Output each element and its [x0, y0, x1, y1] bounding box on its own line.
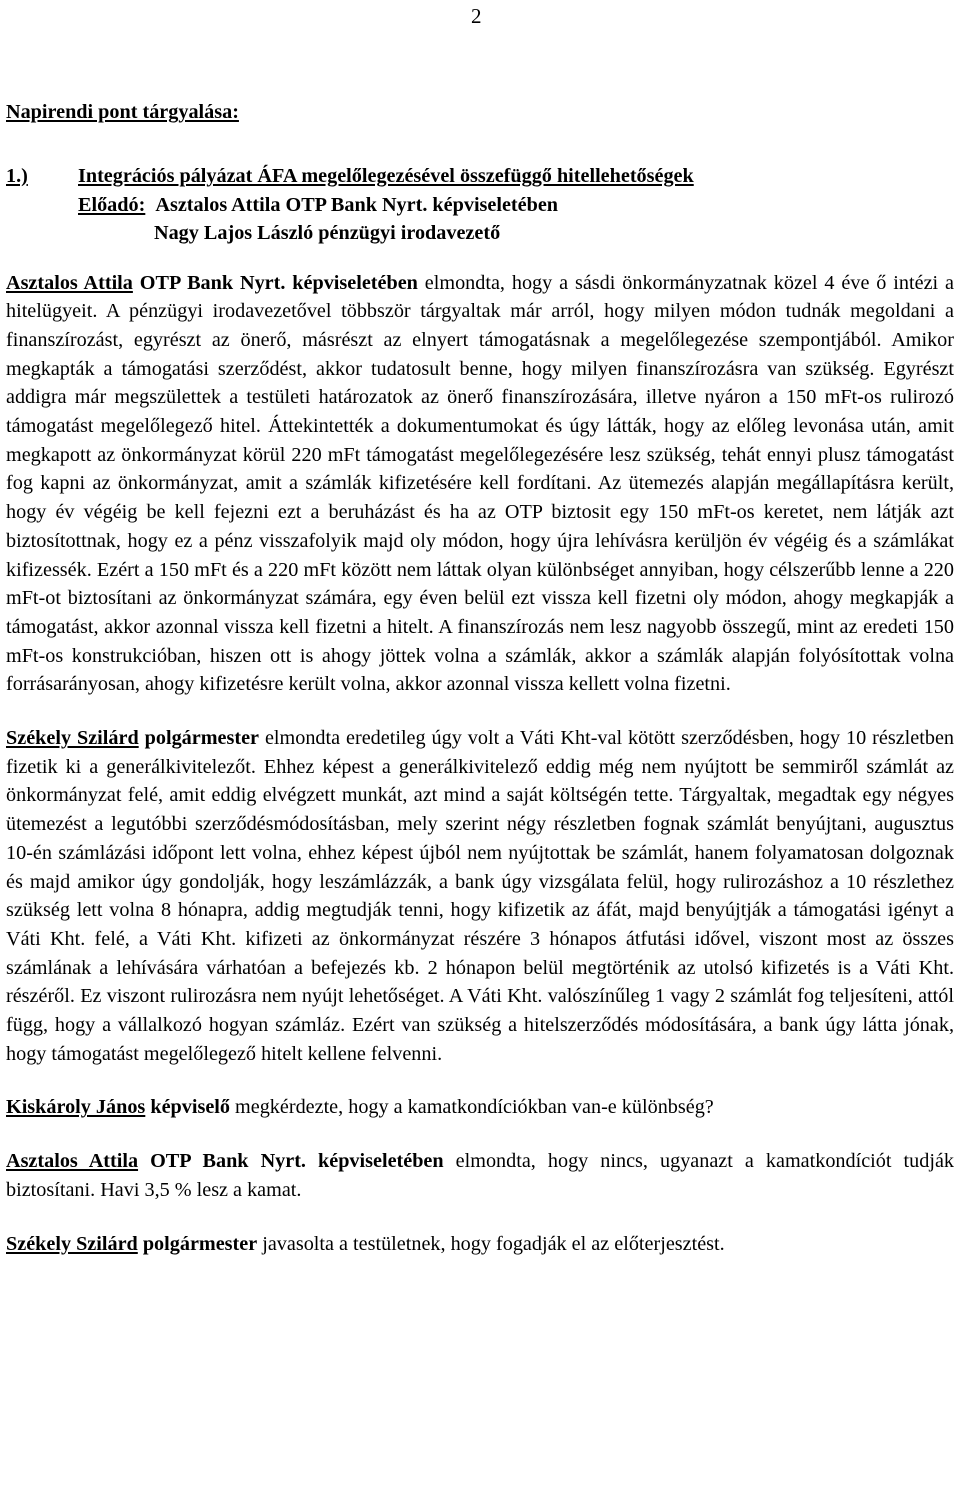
presenter-2: Nagy Lajos László pénzügyi irodavezető [154, 222, 501, 244]
speaker-name: Székely Szilárd [6, 727, 139, 750]
paragraph-text: elmondta, hogy a sásdi önkormányzatnak közel 4 éve ő intézi a hitelügyeit. A pénzügyi irodavezetővel többször tárgyaltak már arról, hogy milyen módon tudnák megoldani a finanszírozást, egyrészt az önerő, másrészt az elnyert támogatásnak a megelőlegezése szempontjából. Amikor megkapták a támogatási szerződést, akkor tudatosult benne, hogy milyen finanszírozásra van szükség. Egyrészt addigra már megszülettek a testületi határozatok az önerő finanszírozására, illetve nyáron a 150 mFt-os rulirozó támogatást megelőlegező hitel. Áttekintették a dokumentumokat és úgy látták, hogy az előleg levonása után, amit megkapott az önkormányzat körül 220 mFt támogatást megelőlegezésére lesz szükség, tehát ennyi plusz támogatást fog kapni az önkormányzat, amit a számlák kifizetésére kell fordítani. Az ütemezés alapján megállapításra került, hogy év végéig be kell fejezni ezt a beruházást és ha az OTP biztosit egy 150 mFt-os keretet, nem látják azt biztosítottnak, hogy ez a pénz visszafolyik majd oly módon, hogy újra lehívásra kerüljön év végéig és a számlákat kifizessék. Ezért a 150 mFt és a 220 mFt között nem láttak olyan különbséget annyiban, hogy célszerűbb lenne a 220 mFt-ot biztosítani az önkormányzat számára, egy éven belül ezt vissza kell fizetni oly módon, ahogy megkapják a támogatást, akkor azonnal vissza kell fizetni a hitelt. A finanszírozás nem lesz nagyobb összegű, mint az eredeti 150 mFt-os konstrukcióban, hiszen ott is ahogy jöttek volna a számlák, akkor a számlák alapján folyósítottak volna forrásarányosan, ahogy kifizetésre került volna, akkor azonnal vissza kellett volna fizetni. [6, 271, 954, 696]
speaker-role: OTP Bank Nyrt. képviseletében [150, 1150, 444, 1173]
speaker-role: polgármester [142, 1232, 258, 1255]
agenda-number: 1.) [6, 165, 28, 187]
document-body [6, 98, 954, 1258]
paragraph-text: elmondta eredetileg úgy volt a Váti Kht-val kötött szerződésben, hogy 10 részletben fizetik ki a generálkivitelezőt. Ehhez képest a generálkivitelező eddig még nem nyújtott be semmiről számlát az önkormányzat felé, amit eddig elvégzett munkát, azt mind a saját költségén tette. Tárgyaltak, megadtak egy négyes ütemezést a legutóbbi szerződésmódosításban, mely szerint négy részletben fognak számlát benyújtani, augusztus 10-én számlázási időpont lett volna, ehhez képest újból nem nyújtottak be számlát, hanem folyamatosan dolgoznak és majd amikor úgy gondolják, hogy leszámlázzák, a bank úgy vizsgálata felül, hogy rulirozáshoz a 10 részlethez szükség lett volna 8 hónapra, addig megtudják tenni, hogy kifizetik az áfát, majd benyújtják a támogatási igényt a Váti Kht. felé, a Váti Kht. kifizeti az önkormányzat részére 3 hónapos átfutási idővel, viszont most az összes számlának a lehívására várhatóan a befejezés kb. 2 hónapon belül megtörténik az utolsó kifizetés is a Váti Kht. részéről. Ez viszont rulirozásra nem nyújt lehetőséget. A Váti Kht. valószínűleg 1 vagy 2 számlát fog teljesíteni, attól függ, hogy a vállalkozó hogyan számláz. Ezért van szükség a hitelszerződés módosítására, a bank úgy látta jónak, hogy támogatást megelőlegező hitelt kellene felvenni. [6, 727, 954, 1065]
presenter-label: Előadó: [78, 193, 146, 216]
speaker [6, 1150, 444, 1172]
minutes-paragraph [6, 269, 954, 700]
speaker [6, 727, 259, 749]
presenter-1: Asztalos Attila OTP Bank Nyrt. képviseletében [155, 193, 559, 216]
speaker-name: Asztalos Attila [6, 1150, 139, 1173]
agenda-heading: Napirendi pont tárgyalása: [6, 101, 239, 123]
speaker [6, 272, 418, 294]
agenda-presenter-row-2 [6, 219, 954, 248]
agenda-presenter-row [6, 191, 954, 220]
speaker-name: Székely Szilárd [6, 1232, 138, 1255]
speaker-role: képviselő [150, 1096, 230, 1119]
paragraph-text: elmondta, hogy nincs, ugyanazt a kamatkondíciót tudják biztosítani. Havi 3,5 % lesz a kamat. [6, 1150, 954, 1201]
paragraph-text: javasolta a testületnek, hogy fogadják el az előterjesztést. [262, 1232, 725, 1255]
minutes-paragraph [6, 1147, 954, 1204]
speaker-role: polgármester [144, 727, 259, 750]
agenda-item [6, 162, 954, 248]
agenda-title: Integrációs pályázat ÁFA megelőlegezésével összefüggő hitellehetőségek [78, 165, 694, 187]
speaker [6, 1096, 230, 1118]
minutes-paragraph [6, 724, 954, 1068]
agenda-title-row [6, 162, 954, 191]
paragraph-text: megkérdezte, hogy a kamatkondíciókban van-e különbség? [235, 1096, 714, 1119]
speaker-name: Kiskároly János [6, 1096, 146, 1119]
speaker-role: OTP Bank Nyrt. képviseletében [139, 271, 418, 294]
page-number: 2 [471, 4, 482, 28]
minutes-paragraph [6, 1093, 954, 1122]
minutes-paragraph [6, 1230, 954, 1259]
speaker-name: Asztalos Attila [6, 271, 133, 294]
speaker [6, 1233, 257, 1255]
